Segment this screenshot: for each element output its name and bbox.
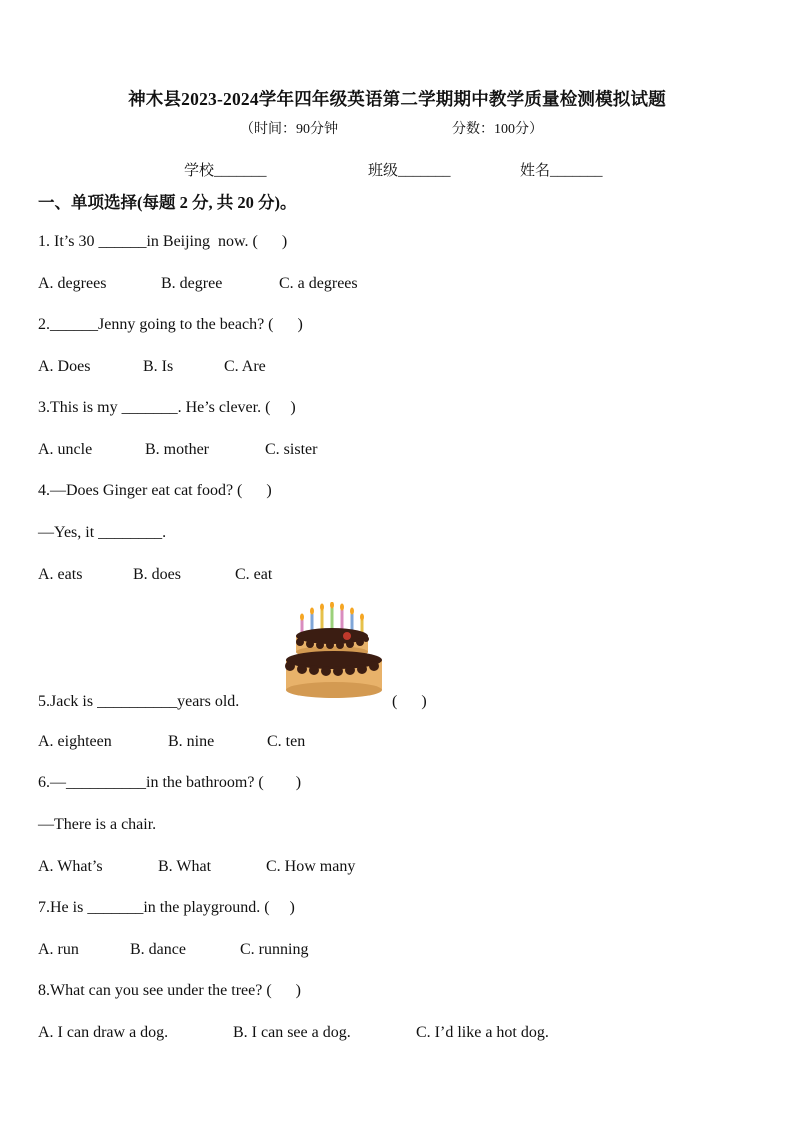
question-4-options [38, 566, 738, 586]
question-6-option-c: C. How many [266, 858, 356, 875]
question-8-option-a: A. I can draw a dog. [38, 1024, 169, 1041]
class-field: 班级_______ [368, 163, 451, 179]
question-5-option-a: A. eighteen [38, 733, 112, 750]
question-6-answer-line: —There is a chair. [38, 816, 157, 833]
question-6-stem: 6.—__________in the bathroom? ( ) [38, 774, 302, 791]
exam-title: 神木县2023-2024学年四年级英语第二学期期中教学质量检测模拟试题 [128, 89, 666, 109]
question-7-options [38, 941, 738, 961]
question-2-option-b: B. Is [143, 358, 174, 375]
question-2-option-c: C. Are [224, 358, 266, 375]
exam-time: （时间：90分钟 [240, 122, 338, 137]
question-5-stem: 5.Jack is __________years old. [38, 693, 240, 710]
question-3-option-a: A. uncle [38, 441, 93, 458]
question-4-answer-line: —Yes, it ________. [38, 524, 167, 541]
question-6-options [38, 858, 738, 878]
question-4-option-c: C. eat [235, 566, 273, 583]
question-7-option-a: A. run [38, 941, 79, 958]
question-7-option-b: B. dance [130, 941, 186, 958]
question-6-option-a: A. What’s [38, 858, 103, 875]
question-5-option-b: B. nine [168, 733, 215, 750]
question-5-options [38, 733, 738, 753]
question-2-option-a: A. Does [38, 358, 91, 375]
question-8-options [38, 1024, 738, 1044]
question-8-stem: 8.What can you see under the tree? ( ) [38, 982, 301, 999]
question-3-option-c: C. sister [265, 441, 318, 458]
name-field: 姓名_______ [520, 163, 603, 179]
question-1-option-b: B. degree [161, 275, 223, 292]
question-1-option-a: A. degrees [38, 275, 107, 292]
question-7-stem: 7.He is _______in the playground. ( ) [38, 899, 295, 916]
question-5-bracket: ( ) [392, 693, 427, 710]
question-4-option-a: A. eats [38, 566, 83, 583]
school-field: 学校_______ [184, 163, 267, 179]
question-4-option-b: B. does [133, 566, 181, 583]
question-8-option-b: B. I can see a dog. [233, 1024, 351, 1041]
question-5-option-c: C. ten [267, 733, 306, 750]
question-2-options [38, 358, 738, 378]
question-1-stem: 1. It’s 30 ______in Beijing now. ( ) [38, 233, 288, 250]
question-7-option-c: C. running [240, 941, 309, 958]
question-3-option-b: B. mother [145, 441, 209, 458]
exam-score: 分数：100分） [452, 122, 543, 137]
question-1-options [38, 275, 738, 295]
question-6-option-b: B. What [158, 858, 212, 875]
question-2-stem: 2.______Jenny going to the beach? ( ) [38, 316, 303, 333]
question-1-option-c: C. a degrees [279, 275, 358, 292]
question-4-stem: 4.—Does Ginger eat cat food? ( ) [38, 482, 272, 499]
section-heading: 一、单项选择(每题 2 分, 共 20 分)。 [38, 193, 297, 212]
question-3-options [38, 441, 738, 461]
question-3-stem: 3.This is my _______. He’s clever. ( ) [38, 399, 296, 416]
question-8-option-c: C. I’d like a hot dog. [416, 1024, 549, 1041]
birthday-cake-image [282, 602, 386, 702]
